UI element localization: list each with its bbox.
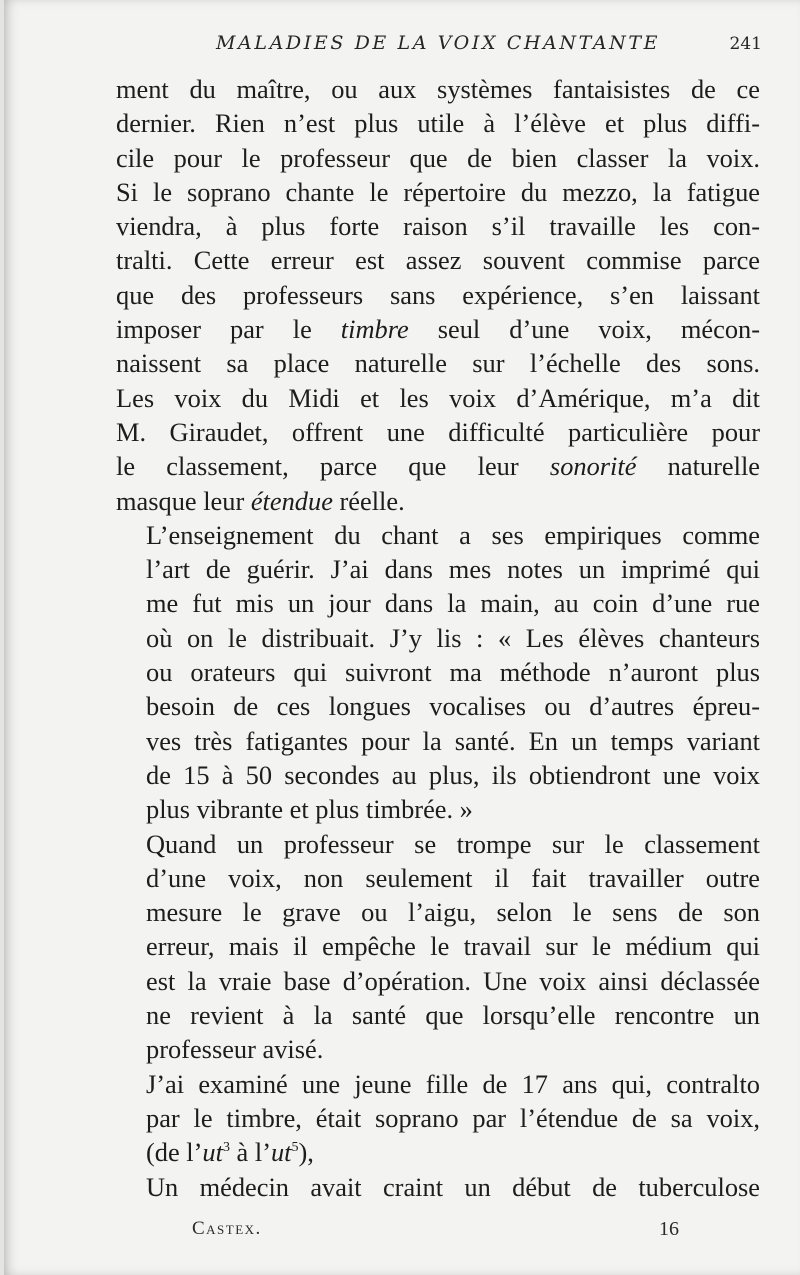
body-text [116, 72, 760, 1204]
paragraph [116, 827, 760, 1067]
running-title: MALADIES DE LA VOIX CHANTANTE [216, 32, 661, 54]
page-footer [4, 1218, 800, 1248]
text-line: est la vraie base d’opération. Une voix ainsi déclassée [146, 965, 760, 996]
paragraph [116, 1067, 760, 1170]
text-line: ou orateurs qui suivront ma méthode n’auront plus [146, 657, 760, 688]
text-line: de 15 à 50 secondes au plus, ils obtiendront une voix [146, 759, 760, 790]
text-line: Si le soprano chante le répertoire du mezzo, la fatigue [116, 176, 760, 207]
text-line: besoin de ces longues vocalises ou d’autres épreu- [146, 691, 760, 722]
text-line: (de $l’ut^3$ à $l’ut^5$), [146, 1137, 314, 1168]
page-header [4, 32, 800, 62]
text-line: dernier. Rien n’est plus utile à l’élève et plus diffi- [116, 108, 760, 139]
text-line: masque leur étendue réelle. [116, 485, 405, 516]
text-line: ment du maître, ou aux systèmes fantaisistes de ce [116, 74, 760, 104]
text-line: que des professeurs sans expérience, s’en laissant [116, 279, 760, 310]
paragraph [116, 518, 760, 827]
book-page [4, 0, 800, 1275]
text-line: ves très fatigantes pour la santé. En un temps variant [146, 725, 760, 756]
text-line: professeur avisé. [146, 1034, 324, 1065]
paragraph [116, 72, 760, 518]
text-line: d’une voix, non seulement il fait travailler outre [146, 862, 760, 893]
page-number: 241 [729, 34, 762, 54]
text-line: par le timbre, était soprano par l’étendue de sa voix, [146, 1102, 760, 1133]
text-line: cile pour le professeur que de bien classer la voix. [116, 142, 760, 173]
paragraph [116, 1170, 760, 1204]
text-line: Un médecin avait craint un début de tuberculose [146, 1171, 760, 1202]
sheet-number: 16 [659, 1218, 679, 1240]
text-line: M. Giraudet, offrent une difficulté particulière pour [116, 416, 760, 447]
text-line: erreur, mais il empêche le travail sur le médium qui [146, 931, 760, 962]
text-line: imposer par le timbre seul d’une voix, mécon- [116, 314, 761, 345]
text-line: tralti. Cette erreur est assez souvent commise parce [116, 245, 760, 276]
text-line: plus vibrante et plus timbrée. » [146, 794, 473, 825]
text-line: l’art de guérir. J’ai dans mes notes un imprimé qui [146, 554, 760, 585]
text-line: Les voix du Midi et les voix d’Amérique, m’a dit [116, 382, 760, 413]
text-line: Quand un professeur se trompe sur le classement [146, 828, 760, 859]
text-line: J’ai examiné une jeune fille de 17 ans qui, contralto [146, 1068, 760, 1099]
text-line: L’enseignement du chant a ses empiriques comme [146, 519, 760, 550]
printer-signature: Castex. [192, 1218, 262, 1239]
text-line: viendra, à plus forte raison s’il travaille les con- [116, 211, 760, 242]
text-line: ne revient à la santé que lorsqu’elle rencontre un [146, 1000, 760, 1031]
text-line: le classement, parce que leur sonorité naturelle [116, 451, 760, 482]
text-line: naissent sa place naturelle sur l’échelle des sons. [116, 348, 760, 379]
text-line: où on le distribuait. J’y lis : « Les élèves chanteurs [146, 622, 760, 653]
text-line: me fut mis un jour dans la main, au coin d’une rue [146, 588, 760, 619]
text-line: mesure le grave ou l’aigu, selon le sens de son [146, 897, 760, 928]
